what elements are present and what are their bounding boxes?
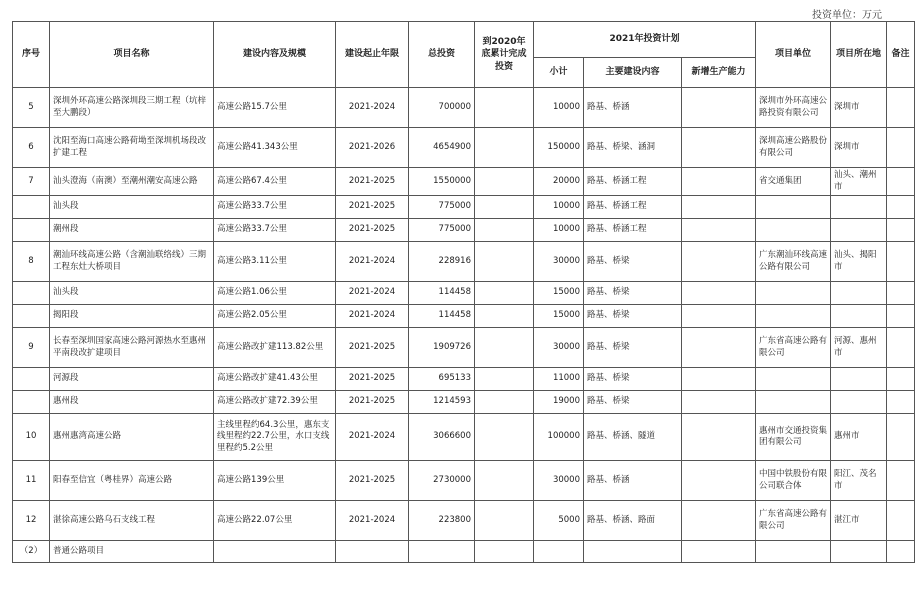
header-done2020: 到2020年底累计完成投资	[475, 22, 534, 88]
row-location: 深圳市	[831, 128, 887, 168]
row-main: 路基、桥涵	[584, 88, 682, 128]
row-capacity	[682, 128, 756, 168]
row-main	[584, 541, 682, 563]
row-remark	[887, 391, 915, 414]
row-period: 2021-2025	[336, 368, 409, 391]
row-content: 高速公路2.05公里	[214, 305, 336, 328]
row-remark	[887, 305, 915, 328]
row-subtotal: 10000	[534, 196, 584, 219]
row-name: 揭阳段	[50, 305, 214, 328]
row-done	[475, 168, 534, 196]
row-main: 路基、桥涵工程	[584, 168, 682, 196]
row-period: 2021-2024	[336, 501, 409, 541]
row-total	[409, 541, 475, 563]
table-row	[13, 391, 915, 414]
row-seq: 12	[13, 501, 50, 541]
row-period: 2021-2025	[336, 219, 409, 242]
row-name: 惠州段	[50, 391, 214, 414]
row-total: 775000	[409, 219, 475, 242]
row-done	[475, 368, 534, 391]
row-main: 路基、桥梁	[584, 391, 682, 414]
row-seq: 11	[13, 461, 50, 501]
row-main: 路基、桥梁	[584, 242, 682, 282]
table-row	[13, 242, 915, 282]
row-subtotal: 30000	[534, 242, 584, 282]
row-capacity	[682, 196, 756, 219]
row-name: 河源段	[50, 368, 214, 391]
table-row	[13, 88, 915, 128]
row-total: 228916	[409, 242, 475, 282]
row-content	[214, 541, 336, 563]
table-row	[13, 541, 915, 563]
row-seq	[13, 305, 50, 328]
row-unit	[756, 282, 831, 305]
row-name: 潮州段	[50, 219, 214, 242]
row-content: 高速公路33.7公里	[214, 196, 336, 219]
row-period: 2021-2025	[336, 168, 409, 196]
row-capacity	[682, 168, 756, 196]
row-subtotal: 100000	[534, 414, 584, 461]
row-main: 路基、桥涵工程	[584, 219, 682, 242]
row-period	[336, 541, 409, 563]
row-subtotal: 20000	[534, 168, 584, 196]
row-capacity	[682, 461, 756, 501]
row-unit	[756, 305, 831, 328]
row-done	[475, 242, 534, 282]
table-row	[13, 368, 915, 391]
row-subtotal: 10000	[534, 88, 584, 128]
row-done	[475, 305, 534, 328]
row-seq: 9	[13, 328, 50, 368]
row-content: 高速公路改扩建113.82公里	[214, 328, 336, 368]
row-done	[475, 128, 534, 168]
row-location: 阳江、茂名市	[831, 461, 887, 501]
header-plan2021: 2021年投资计划	[534, 22, 756, 58]
row-unit: 惠州市交通投资集团有限公司	[756, 414, 831, 461]
row-name: 惠州惠湾高速公路	[50, 414, 214, 461]
row-name: 汕头段	[50, 282, 214, 305]
row-capacity	[682, 282, 756, 305]
table-row	[13, 328, 915, 368]
row-capacity	[682, 219, 756, 242]
row-content: 高速公路1.06公里	[214, 282, 336, 305]
row-total: 695133	[409, 368, 475, 391]
row-location: 湛江市	[831, 501, 887, 541]
row-remark	[887, 88, 915, 128]
row-done	[475, 88, 534, 128]
row-unit	[756, 541, 831, 563]
row-content: 高速公路改扩建41.43公里	[214, 368, 336, 391]
row-unit	[756, 219, 831, 242]
header-location: 项目所在地	[831, 22, 887, 88]
row-seq: 5	[13, 88, 50, 128]
row-total: 1550000	[409, 168, 475, 196]
row-total: 114458	[409, 282, 475, 305]
row-main: 路基、桥涵、路面	[584, 501, 682, 541]
row-unit: 深圳高速公路股份有限公司	[756, 128, 831, 168]
row-seq: 6	[13, 128, 50, 168]
row-name: 汕头澄海（南澳）至潮州潮安高速公路	[50, 168, 214, 196]
row-done	[475, 282, 534, 305]
row-done	[475, 541, 534, 563]
row-period: 2021-2025	[336, 461, 409, 501]
row-content: 高速公路33.7公里	[214, 219, 336, 242]
header-new-capacity: 新增生产能力	[682, 58, 756, 88]
row-total: 4654900	[409, 128, 475, 168]
row-period: 2021-2025	[336, 196, 409, 219]
table-row	[13, 168, 915, 196]
header-seq: 序号	[13, 22, 50, 88]
table-row	[13, 128, 915, 168]
row-subtotal: 10000	[534, 219, 584, 242]
row-total: 1909726	[409, 328, 475, 368]
row-unit: 中国中铁股份有限公司联合体	[756, 461, 831, 501]
row-main: 路基、桥梁	[584, 305, 682, 328]
row-remark	[887, 461, 915, 501]
row-location: 深圳市	[831, 88, 887, 128]
row-total: 2730000	[409, 461, 475, 501]
row-location	[831, 219, 887, 242]
table-row	[13, 501, 915, 541]
row-period: 2021-2024	[336, 305, 409, 328]
row-seq	[13, 282, 50, 305]
row-remark	[887, 128, 915, 168]
table-row	[13, 196, 915, 219]
row-name: 深圳外环高速公路深圳段三期工程（坑梓至大鹏段）	[50, 88, 214, 128]
header-period: 建设起止年限	[336, 22, 409, 88]
row-capacity	[682, 541, 756, 563]
row-capacity	[682, 368, 756, 391]
row-seq: （2）	[13, 541, 50, 563]
row-remark	[887, 368, 915, 391]
row-subtotal: 30000	[534, 328, 584, 368]
row-remark	[887, 501, 915, 541]
row-seq: 10	[13, 414, 50, 461]
row-unit: 广东潮汕环线高速公路有限公司	[756, 242, 831, 282]
row-subtotal: 15000	[534, 305, 584, 328]
row-unit: 广东省高速公路有限公司	[756, 501, 831, 541]
table-row	[13, 461, 915, 501]
row-location: 汕头、揭阳市	[831, 242, 887, 282]
row-capacity	[682, 242, 756, 282]
row-remark	[887, 414, 915, 461]
row-done	[475, 391, 534, 414]
row-location	[831, 305, 887, 328]
row-remark	[887, 219, 915, 242]
row-capacity	[682, 305, 756, 328]
row-content: 高速公路22.07公里	[214, 501, 336, 541]
header-remark: 备注	[887, 22, 915, 88]
row-location: 汕头、潮州市	[831, 168, 887, 196]
row-subtotal: 15000	[534, 282, 584, 305]
row-location	[831, 282, 887, 305]
row-done	[475, 414, 534, 461]
row-period: 2021-2024	[336, 414, 409, 461]
row-location	[831, 541, 887, 563]
row-name: 长春至深圳国家高速公路河源热水至惠州平南段改扩建项目	[50, 328, 214, 368]
row-capacity	[682, 88, 756, 128]
row-period: 2021-2025	[336, 391, 409, 414]
row-main: 路基、桥梁	[584, 368, 682, 391]
row-seq	[13, 219, 50, 242]
row-subtotal: 19000	[534, 391, 584, 414]
investment-unit-note: 投资单位：万元	[812, 10, 882, 21]
row-done	[475, 328, 534, 368]
header-subtotal: 小计	[534, 58, 584, 88]
row-main: 路基、桥梁	[584, 282, 682, 305]
row-period: 2021-2026	[336, 128, 409, 168]
row-location: 惠州市	[831, 414, 887, 461]
row-capacity	[682, 501, 756, 541]
row-capacity	[682, 414, 756, 461]
row-content: 高速公路67.4公里	[214, 168, 336, 196]
row-subtotal	[534, 541, 584, 563]
row-remark	[887, 328, 915, 368]
row-subtotal: 5000	[534, 501, 584, 541]
row-period: 2021-2025	[336, 328, 409, 368]
row-content: 高速公路15.7公里	[214, 88, 336, 128]
row-content: 高速公路改扩建72.39公里	[214, 391, 336, 414]
row-name: 沈阳至海口高速公路荷坳至深圳机场段改扩建工程	[50, 128, 214, 168]
row-done	[475, 219, 534, 242]
row-main: 路基、桥梁、涵洞	[584, 128, 682, 168]
row-total: 3066600	[409, 414, 475, 461]
row-location	[831, 368, 887, 391]
row-remark	[887, 282, 915, 305]
row-subtotal: 30000	[534, 461, 584, 501]
row-period: 2021-2024	[336, 88, 409, 128]
row-unit	[756, 368, 831, 391]
row-content: 高速公路3.11公里	[214, 242, 336, 282]
row-main: 路基、桥涵、隧道	[584, 414, 682, 461]
row-seq: 8	[13, 242, 50, 282]
row-done	[475, 501, 534, 541]
header-content: 建设内容及规模	[214, 22, 336, 88]
row-done	[475, 461, 534, 501]
row-period: 2021-2024	[336, 242, 409, 282]
row-done	[475, 196, 534, 219]
investment-plan-table	[12, 21, 915, 563]
row-total: 223800	[409, 501, 475, 541]
row-content: 主线里程约64.3公里，惠东支线里程约22.7公里，水口支线里程约5.2公里	[214, 414, 336, 461]
row-unit: 广东省高速公路有限公司	[756, 328, 831, 368]
row-subtotal: 11000	[534, 368, 584, 391]
header-total: 总投资	[409, 22, 475, 88]
row-total: 1214593	[409, 391, 475, 414]
header-main-content: 主要建设内容	[584, 58, 682, 88]
row-name: 湛徐高速公路乌石支线工程	[50, 501, 214, 541]
row-unit: 省交通集团	[756, 168, 831, 196]
row-location	[831, 391, 887, 414]
row-location: 河源、惠州市	[831, 328, 887, 368]
row-unit: 深圳市外环高速公路投资有限公司	[756, 88, 831, 128]
row-seq	[13, 368, 50, 391]
header-name: 项目名称	[50, 22, 214, 88]
header-unit: 项目单位	[756, 22, 831, 88]
row-subtotal: 150000	[534, 128, 584, 168]
table-row	[13, 282, 915, 305]
row-name: 汕头段	[50, 196, 214, 219]
row-main: 路基、桥涵	[584, 461, 682, 501]
row-total: 700000	[409, 88, 475, 128]
row-period: 2021-2024	[336, 282, 409, 305]
table-row	[13, 414, 915, 461]
table-row	[13, 305, 915, 328]
row-total: 114458	[409, 305, 475, 328]
row-content: 高速公路41.343公里	[214, 128, 336, 168]
row-seq	[13, 391, 50, 414]
row-name: 阳春至信宜（粤桂界）高速公路	[50, 461, 214, 501]
row-main: 路基、桥涵工程	[584, 196, 682, 219]
row-remark	[887, 168, 915, 196]
row-remark	[887, 196, 915, 219]
row-content: 高速公路139公里	[214, 461, 336, 501]
row-location	[831, 196, 887, 219]
row-unit	[756, 196, 831, 219]
row-name: 潮汕环线高速公路（含潮汕联络线）三期工程东灶大桥项目	[50, 242, 214, 282]
row-total: 775000	[409, 196, 475, 219]
row-name: 普通公路项目	[50, 541, 214, 563]
row-seq	[13, 196, 50, 219]
table-row	[13, 219, 915, 242]
row-remark	[887, 242, 915, 282]
row-remark	[887, 541, 915, 563]
row-main: 路基、桥梁	[584, 328, 682, 368]
row-unit	[756, 391, 831, 414]
row-capacity	[682, 328, 756, 368]
row-capacity	[682, 391, 756, 414]
row-seq: 7	[13, 168, 50, 196]
